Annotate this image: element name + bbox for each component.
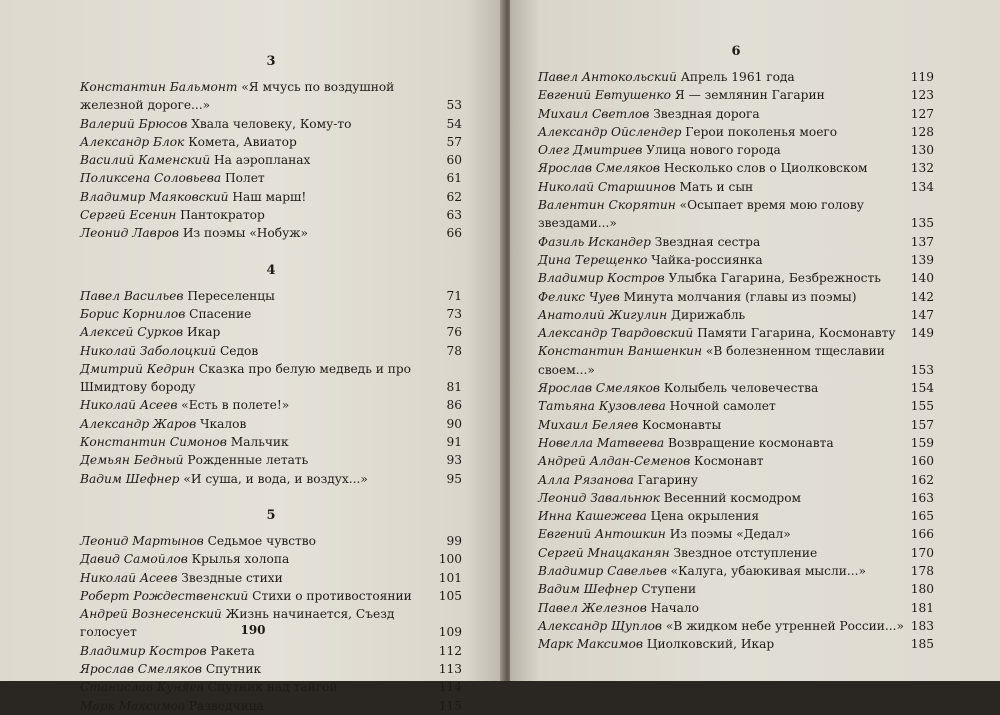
toc-entry-text — [538, 544, 904, 562]
toc-entry — [80, 133, 462, 151]
toc-title: Ракета — [210, 643, 255, 658]
toc-entry-text — [538, 580, 904, 598]
page-number-footer: 190 — [240, 623, 266, 637]
toc-page-number: 154 — [910, 381, 934, 396]
toc-title: Весенний космодром — [663, 490, 802, 505]
section-number: 4 — [266, 262, 276, 278]
toc-title: На аэропланах — [213, 153, 311, 168]
toc-entry — [80, 550, 462, 568]
toc-title: «Я мчусь по воздушной железной дороге...» — [80, 80, 395, 113]
toc-title: Сказка про белую медведь и про Шмидтову бороду — [80, 361, 411, 395]
toc-entry-text — [80, 642, 432, 660]
toc-title: Икар — [187, 325, 221, 340]
toc-author: Владимир Костров — [80, 643, 207, 658]
toc-entry — [538, 196, 934, 233]
toc-author: Татьяна Кузовлева — [538, 399, 666, 414]
toc-entry-list — [80, 287, 462, 488]
toc-entry-text — [538, 434, 904, 452]
toc-title: Космонавты — [642, 417, 722, 432]
toc-author: Евгений Антошкин — [538, 527, 666, 542]
toc-entry — [538, 452, 934, 470]
toc-author: Александр Ойслендер — [538, 124, 682, 139]
toc-entry-text — [80, 133, 432, 151]
toc-page-number: 165 — [910, 509, 934, 524]
toc-title: Стихи о противостоянии — [252, 588, 412, 603]
toc-page-number: 76 — [446, 325, 462, 340]
toc-page-number: 73 — [446, 306, 462, 321]
toc-title: Космонавт — [694, 454, 764, 469]
toc-entry-text — [80, 323, 432, 341]
toc-page-number: 109 — [438, 625, 462, 640]
toc-entry-text — [80, 470, 432, 488]
toc-author: Ярослав Смеляков — [538, 161, 660, 176]
toc-entry — [80, 451, 462, 469]
toc-author: Павел Антокольский — [538, 70, 677, 84]
toc-entry — [538, 105, 934, 123]
toc-entry — [538, 324, 934, 342]
toc-page-number: 166 — [910, 527, 934, 542]
toc-author: Анатолий Жигулин — [538, 307, 668, 322]
toc-entry-text — [80, 678, 432, 696]
toc-entry-text — [538, 233, 904, 251]
toc-title: Жизнь начинается, Съезд голосует — [80, 607, 395, 640]
toc-title: Крылья холопа — [191, 552, 290, 567]
toc-page-number: 147 — [910, 307, 934, 322]
toc-title: Спасение — [189, 306, 252, 321]
toc-author: Валентин Скорятин — [538, 198, 676, 213]
toc-author: Павел Васильев — [80, 288, 184, 303]
toc-author: Марк Максимов — [80, 698, 185, 713]
toc-entry — [538, 288, 934, 306]
toc-page-number: 153 — [910, 362, 934, 377]
toc-author: Леонид Завальнюк — [538, 490, 660, 505]
toc-entry — [538, 562, 934, 580]
toc-title: Мать и сын — [679, 179, 754, 194]
toc-page-number: 130 — [910, 143, 934, 158]
section-number: 6 — [731, 44, 741, 59]
toc-title: Начало — [650, 600, 700, 615]
toc-page-number: 57 — [446, 134, 462, 149]
toc-author: Леонид Лавров — [80, 226, 179, 241]
toc-entry-text — [80, 206, 432, 224]
toc-author: Павел Железнов — [538, 600, 647, 615]
toc-entry — [80, 305, 462, 323]
toc-entry — [80, 151, 462, 169]
toc-page-number: 142 — [910, 289, 934, 304]
toc-author: Николай Асеев — [80, 398, 178, 413]
toc-page-number: 155 — [910, 399, 934, 414]
toc-entry-text — [538, 379, 904, 397]
toc-entry — [538, 159, 934, 177]
toc-page-number: 95 — [446, 471, 462, 486]
toc-author: Владимир Костров — [538, 271, 665, 286]
toc-title: Разведчица — [188, 698, 264, 713]
toc-title: Улыбка Гагарина, Безбрежность — [668, 271, 881, 286]
toc-entry-text — [538, 324, 904, 342]
toc-entry-text — [80, 151, 432, 169]
toc-title: Полет — [225, 171, 265, 186]
toc-title: Герои поколенья моего — [685, 124, 838, 139]
toc-entry-text — [80, 550, 432, 568]
toc-entry — [80, 660, 462, 678]
toc-page-number: 162 — [910, 472, 934, 487]
toc-title: Колыбель человечества — [663, 381, 819, 396]
toc-author: Дмитрий Кедрин — [80, 361, 195, 376]
toc-entry-text — [538, 68, 904, 86]
toc-author: Константин Симонов — [80, 435, 227, 450]
toc-entry — [538, 617, 934, 635]
toc-author: Демьян Бедный — [80, 453, 184, 468]
toc-entry — [80, 415, 462, 433]
toc-title: Звездная сестра — [654, 234, 761, 249]
toc-entry — [538, 269, 934, 287]
toc-title: Пантократор — [180, 208, 265, 223]
toc-page-number: 139 — [910, 252, 934, 267]
toc-entry-text — [538, 617, 904, 635]
toc-author: Феликс Чуев — [538, 289, 620, 304]
toc-title: «В болезненном тщеславии своем...» — [538, 344, 885, 377]
toc-author: Новелла Матвеева — [538, 435, 665, 450]
toc-entry — [80, 287, 462, 305]
toc-entry-text — [80, 287, 432, 305]
toc-entry — [80, 206, 462, 224]
toc-author: Василий Каменский — [80, 153, 211, 168]
toc-page-number: 134 — [910, 179, 934, 194]
toc-title: Рожденные летать — [187, 453, 309, 468]
toc-author: Николай Заболоцкий — [80, 343, 217, 358]
toc-author: Николай Асеев — [80, 570, 178, 585]
toc-page-number: 90 — [446, 416, 462, 431]
toc-page-number: 105 — [438, 588, 462, 603]
toc-entry — [538, 379, 934, 397]
toc-author: Борис Корнилов — [80, 306, 186, 321]
section-number: 5 — [266, 507, 276, 523]
toc-entry-text — [538, 489, 904, 507]
toc-page-number: 159 — [910, 435, 934, 450]
toc-page-number: 99 — [446, 533, 462, 548]
toc-author: Михаил Светлов — [538, 106, 650, 121]
toc-entry — [80, 342, 462, 360]
toc-page-number: 140 — [910, 271, 934, 286]
toc-entry-text — [538, 452, 904, 470]
toc-entry-text — [538, 397, 904, 415]
toc-entry-text — [538, 471, 904, 489]
toc-entry-text — [538, 141, 904, 159]
toc-page-number: 66 — [446, 226, 462, 241]
toc-title: Мальчик — [230, 435, 289, 450]
toc-title: «И суша, и вода, и воздух...» — [183, 471, 368, 486]
toc-entry — [80, 642, 462, 660]
toc-entry-text — [80, 188, 432, 206]
toc-entry — [538, 580, 934, 598]
toc-title: Возвращение космонавта — [668, 435, 834, 450]
toc-page-number: 54 — [446, 116, 462, 131]
toc-entry — [538, 306, 934, 324]
toc-entry-text — [80, 569, 432, 587]
toc-entry — [80, 470, 462, 488]
toc-author: Олег Дмитриев — [538, 143, 643, 158]
toc-author: Андрей Вознесенский — [80, 607, 222, 622]
toc-title: Улица нового города — [646, 143, 781, 158]
toc-author: Фазиль Искандер — [538, 234, 651, 249]
toc-title: Ступени — [641, 582, 697, 597]
toc-title: Чайка-россиянка — [651, 252, 763, 267]
toc-page-number: 93 — [446, 453, 462, 468]
toc-author: Марк Максимов — [538, 637, 643, 652]
toc-title: Хвала человеку, Кому-то — [191, 116, 352, 131]
toc-title: Переселенцы — [187, 288, 275, 303]
toc-author: Константин Бальмонт — [80, 80, 238, 94]
toc-entry-text — [538, 562, 904, 580]
toc-author: Ярослав Смеляков — [80, 662, 202, 677]
toc-entry-text — [538, 507, 904, 525]
toc-entry — [538, 416, 934, 434]
toc-entry-text — [538, 178, 904, 196]
toc-author: Евгений Евтушенко — [538, 88, 671, 103]
toc-entry — [538, 471, 934, 489]
toc-entry — [538, 599, 934, 617]
toc-entry — [538, 123, 934, 141]
toc-entry-text — [80, 415, 432, 433]
toc-author: Дина Терещенко — [538, 252, 648, 267]
toc-page-number: 157 — [910, 417, 934, 432]
toc-author: Сергей Мнацаканян — [538, 545, 670, 560]
toc-title: «В жидком небе утренней России...» — [665, 618, 904, 633]
toc-page-number: 62 — [446, 189, 462, 204]
left-toc — [80, 54, 462, 715]
toc-entry-text — [80, 360, 432, 397]
toc-entry — [80, 678, 462, 696]
toc-page-number: 183 — [910, 618, 934, 633]
toc-entry — [80, 323, 462, 341]
toc-entry — [80, 360, 462, 397]
toc-entry — [538, 342, 934, 379]
toc-author: Поликсена Соловьева — [80, 171, 222, 186]
toc-page-number: 178 — [910, 564, 934, 579]
toc-entry-text — [80, 433, 432, 451]
toc-entry — [80, 188, 462, 206]
toc-entry-list — [538, 68, 934, 654]
toc-entry — [80, 569, 462, 587]
toc-page-number: 71 — [446, 288, 462, 303]
toc-entry-text — [80, 224, 432, 242]
toc-page-number: 170 — [910, 545, 934, 560]
toc-page-number: 185 — [910, 637, 934, 652]
toc-entry-text — [80, 451, 432, 469]
toc-entry-text — [538, 105, 904, 123]
toc-entry-text — [80, 78, 432, 115]
toc-entry — [538, 141, 934, 159]
right-toc — [538, 44, 934, 654]
toc-page-number: 127 — [910, 106, 934, 121]
toc-entry-text — [538, 288, 904, 306]
toc-entry — [538, 489, 934, 507]
toc-entry-text — [80, 342, 432, 360]
toc-entry — [538, 68, 934, 86]
toc-entry — [538, 525, 934, 543]
toc-entry-text — [80, 115, 432, 133]
toc-page-number: 119 — [910, 70, 934, 84]
toc-page-number: 78 — [446, 343, 462, 358]
toc-entry — [538, 86, 934, 104]
toc-author: Вадим Шефнер — [538, 582, 638, 597]
toc-title: Спутник над тайгой — [207, 680, 338, 695]
toc-author: Инна Кашежева — [538, 509, 647, 524]
toc-author: Сергей Есенин — [80, 208, 177, 223]
toc-author: Александр Жаров — [80, 416, 197, 431]
toc-page-number: 128 — [910, 124, 934, 139]
toc-author: Валерий Брюсов — [80, 116, 188, 131]
toc-title: Дирижабль — [671, 307, 746, 322]
toc-title: Я — землянин Гагарин — [674, 88, 825, 103]
toc-page-number: 135 — [910, 216, 934, 231]
toc-page-number: 181 — [910, 600, 934, 615]
toc-page-number: 100 — [438, 552, 462, 567]
toc-entry-text — [538, 123, 904, 141]
toc-entry — [538, 544, 934, 562]
toc-entry-text — [80, 305, 432, 323]
toc-title: «Калуга, убаюкивая мысли...» — [670, 564, 866, 579]
toc-entry — [538, 178, 934, 196]
toc-title: «Осыпает время мою голову звездами...» — [538, 198, 864, 231]
toc-title: Апрель 1961 года — [680, 70, 795, 84]
toc-author: Алексей Сурков — [80, 325, 184, 340]
toc-page-number: 113 — [438, 662, 462, 677]
toc-title: Звездные стихи — [181, 570, 283, 585]
toc-entry — [80, 115, 462, 133]
toc-entry — [538, 507, 934, 525]
toc-author: Алла Рязанова — [538, 472, 634, 487]
toc-entry — [80, 532, 462, 550]
toc-entry — [80, 224, 462, 242]
toc-entry-text — [538, 342, 904, 379]
toc-page-number: 160 — [910, 454, 934, 469]
toc-page-number: 63 — [446, 208, 462, 223]
toc-author: Леонид Мартынов — [80, 533, 204, 548]
toc-entry — [80, 433, 462, 451]
toc-entry-text — [538, 416, 904, 434]
toc-entry-text — [538, 269, 904, 287]
toc-title: Минута молчания (главы из поэмы) — [623, 289, 857, 304]
toc-title: Седьмое чувство — [207, 533, 317, 548]
toc-title: Памяти Гагарина, Космонавту — [697, 326, 896, 341]
toc-entry-text — [80, 697, 432, 715]
toc-title: Седов — [219, 343, 259, 358]
toc-entry — [80, 697, 462, 715]
toc-page-number: 114 — [438, 680, 462, 695]
toc-author: Владимир Савельев — [538, 564, 667, 579]
toc-entry-text — [80, 532, 432, 550]
toc-entry-text — [538, 86, 904, 104]
toc-page-number: 112 — [438, 643, 462, 658]
toc-entry — [538, 434, 934, 452]
toc-entry-text — [538, 635, 904, 653]
toc-title: Гагарину — [637, 472, 698, 487]
toc-page-number: 101 — [438, 570, 462, 585]
toc-entry-text — [538, 525, 904, 543]
toc-entry — [80, 78, 462, 115]
toc-entry — [538, 233, 934, 251]
toc-page-number: 61 — [446, 171, 462, 186]
toc-entry-text — [538, 196, 904, 233]
toc-page-number: 149 — [910, 326, 934, 341]
toc-title: Наш марш! — [232, 189, 307, 204]
toc-title: Несколько слов о Циолковском — [663, 161, 868, 176]
toc-title: Цена окрыления — [650, 509, 760, 524]
toc-entry-text — [80, 660, 432, 678]
toc-entry — [538, 397, 934, 415]
toc-entry — [80, 396, 462, 414]
toc-title: Комета, Авиатор — [188, 134, 297, 149]
toc-title: Циолковский, Икар — [646, 637, 775, 652]
toc-entry — [538, 251, 934, 269]
toc-page-number: 81 — [446, 380, 462, 395]
toc-title: Из поэмы «Дедал» — [669, 527, 791, 542]
toc-entry-text — [80, 587, 432, 605]
right-page — [510, 0, 1000, 681]
toc-author: Владимир Маяковский — [80, 189, 229, 204]
toc-page-number: 53 — [446, 98, 462, 113]
toc-author: Александр Щуплов — [538, 618, 663, 633]
toc-title: «Есть в полете!» — [181, 398, 290, 413]
toc-page-number: 137 — [910, 234, 934, 249]
toc-title: Чкалов — [200, 416, 247, 431]
section-number: 3 — [266, 54, 276, 69]
toc-page-number: 132 — [910, 161, 934, 176]
toc-author: Александр Блок — [80, 134, 185, 149]
toc-entry-text — [538, 599, 904, 617]
toc-author: Давид Самойлов — [80, 552, 188, 567]
toc-entry-list — [80, 78, 462, 243]
toc-author: Ярослав Смеляков — [538, 381, 660, 396]
toc-author: Андрей Алдан-Семенов — [538, 454, 691, 469]
toc-entry-text — [538, 159, 904, 177]
toc-entry-text — [538, 306, 904, 324]
toc-author: Николай Старшинов — [538, 179, 676, 194]
toc-author: Вадим Шефнер — [80, 471, 180, 486]
toc-page-number: 123 — [910, 88, 934, 103]
toc-entry-text — [538, 251, 904, 269]
toc-page-number: 91 — [446, 435, 462, 450]
toc-page-number: 86 — [446, 398, 462, 413]
toc-entry-text — [80, 396, 432, 414]
toc-author: Александр Твардовский — [538, 326, 694, 341]
toc-author: Станислав Куняев — [80, 680, 204, 695]
toc-entry — [538, 635, 934, 653]
toc-entry-text — [80, 169, 432, 187]
toc-title: Из поэмы «Нобуж» — [182, 226, 308, 241]
toc-title: Спутник — [205, 662, 262, 677]
toc-author: Михаил Беляев — [538, 417, 639, 432]
toc-title: Ночной самолет — [669, 399, 776, 414]
toc-page-number: 60 — [446, 153, 462, 168]
toc-title: Звездная дорога — [653, 106, 760, 121]
toc-entry — [80, 169, 462, 187]
toc-page-number: 115 — [438, 698, 462, 713]
toc-author: Константин Ваншенкин — [538, 344, 702, 359]
toc-page-number: 163 — [910, 490, 934, 505]
toc-author: Роберт Рождественский — [80, 588, 249, 603]
toc-page-number: 180 — [910, 582, 934, 597]
toc-entry — [80, 587, 462, 605]
toc-title: Звездное отступление — [673, 545, 818, 560]
